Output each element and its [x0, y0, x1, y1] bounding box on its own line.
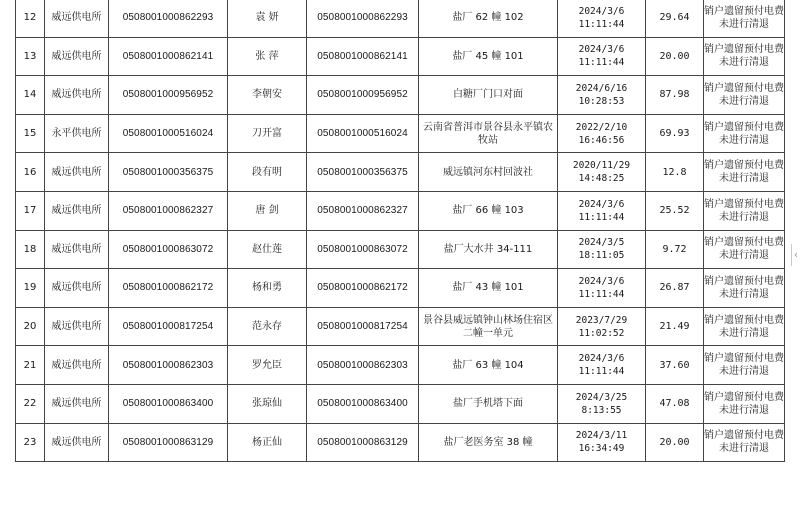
meter-account-number: 0508001000862172: [307, 269, 419, 308]
date-text: 2024/3/11: [575, 430, 628, 442]
meter-account-number: 0508001000862327: [307, 191, 419, 230]
supply-station: 威远供电所: [45, 153, 109, 192]
supply-station: 威远供电所: [45, 423, 109, 462]
supply-station: 威远供电所: [45, 346, 109, 385]
date-text: 2024/3/5: [578, 237, 625, 249]
row-index: 21: [16, 346, 45, 385]
account-number: 0508001000356375: [109, 153, 228, 192]
remark: [704, 153, 785, 192]
row-index: 14: [16, 76, 45, 115]
table-row: [16, 307, 785, 346]
account-number: 0508001000863129: [109, 423, 228, 462]
account-number: 0508001000862293: [109, 0, 228, 37]
time-text: 11:11:44: [578, 366, 625, 378]
account-number: 0508001000863400: [109, 384, 228, 423]
amount: 37.60: [646, 346, 704, 385]
time-text: 11:11:44: [578, 288, 625, 300]
timestamp: [558, 346, 646, 385]
document-page: [15, 0, 784, 495]
time-text: 11:11:44: [578, 18, 625, 30]
remark-line-1: 销户遗留预付电费: [704, 353, 784, 365]
date-text: 2024/6/16: [575, 82, 628, 94]
address: 盐厂 62 幢 102: [419, 0, 558, 37]
date-text: 2022/2/10: [575, 121, 628, 133]
meter-account-number: 0508001000956952: [307, 76, 419, 115]
table-row: [16, 0, 785, 37]
address: 云南省普洱市景谷县永平镇农牧站: [419, 114, 558, 153]
table-row: [16, 346, 785, 385]
meter-account-number: 0508001000862293: [307, 0, 419, 37]
row-index: 16: [16, 153, 45, 192]
customer-name: 范永存: [228, 307, 307, 346]
address: 盐厂大水井 34-111: [419, 230, 558, 269]
table-row: [16, 191, 785, 230]
timestamp: [558, 37, 646, 76]
amount: 47.08: [646, 384, 704, 423]
row-index: 20: [16, 307, 45, 346]
timestamp: [558, 153, 646, 192]
row-index: 17: [16, 191, 45, 230]
table-row: [16, 114, 785, 153]
table-row: [16, 153, 785, 192]
remark-line-1: 销户遗留预付电费: [704, 5, 784, 17]
remark-line-2: 未进行清退: [719, 327, 769, 339]
date-text: 2024/3/25: [575, 391, 628, 403]
customer-name: 唐 剑: [228, 191, 307, 230]
time-text: 16:46:56: [578, 134, 625, 146]
remark-line-2: 未进行清退: [719, 288, 769, 300]
account-number: 0508001000862172: [109, 269, 228, 308]
remark: [704, 0, 785, 37]
date-text: 2023/7/29: [575, 314, 628, 326]
supply-station: 威远供电所: [45, 76, 109, 115]
row-index: 13: [16, 37, 45, 76]
customer-name: 罗允臣: [228, 346, 307, 385]
customer-name: 杨正仙: [228, 423, 307, 462]
remark: [704, 346, 785, 385]
address: 盐厂 43 幢 101: [419, 269, 558, 308]
remark-line-1: 销户遗留预付电费: [704, 160, 784, 172]
account-number: 0508001000516024: [109, 114, 228, 153]
chevron-left-icon: ‹: [793, 248, 799, 261]
supply-station: 威远供电所: [45, 384, 109, 423]
amount: 12.8: [646, 153, 704, 192]
side-scroll-tab[interactable]: [791, 244, 800, 266]
remark-line-1: 销户遗留预付电费: [704, 314, 784, 326]
supply-station: 威远供电所: [45, 230, 109, 269]
time-text: 14:48:25: [578, 173, 625, 185]
address: 威远镇河东村回波社: [419, 153, 558, 192]
remark-line-2: 未进行清退: [719, 250, 769, 262]
table-body: [16, 0, 785, 462]
account-number: 0508001000817254: [109, 307, 228, 346]
table-row: [16, 37, 785, 76]
time-text: 8:13:55: [581, 404, 622, 416]
supply-station: 威远供电所: [45, 37, 109, 76]
time-text: 11:11:44: [578, 57, 625, 69]
remark-line-2: 未进行清退: [719, 211, 769, 223]
date-text: 2024/3/6: [578, 353, 625, 365]
date-text: 2024/3/6: [578, 5, 625, 17]
table-row: [16, 423, 785, 462]
amount: 87.98: [646, 76, 704, 115]
supply-station: 威远供电所: [45, 307, 109, 346]
remark-line-2: 未进行清退: [719, 18, 769, 30]
account-number: 0508001000862303: [109, 346, 228, 385]
timestamp: [558, 307, 646, 346]
amount: 20.00: [646, 37, 704, 76]
amount: 26.87: [646, 269, 704, 308]
remark: [704, 191, 785, 230]
account-number: 0508001000863072: [109, 230, 228, 269]
timestamp: [558, 0, 646, 37]
row-index: 15: [16, 114, 45, 153]
customer-name: 袁 妍: [228, 0, 307, 37]
meter-account-number: 0508001000863129: [307, 423, 419, 462]
meter-account-number: 0508001000516024: [307, 114, 419, 153]
meter-account-number: 0508001000356375: [307, 153, 419, 192]
customer-name: 刀开富: [228, 114, 307, 153]
supply-station: 威远供电所: [45, 269, 109, 308]
amount: 20.00: [646, 423, 704, 462]
date-text: 2020/11/29: [572, 160, 631, 172]
address: 盐厂手机塔下面: [419, 384, 558, 423]
address: 盐厂 45 幢 101: [419, 37, 558, 76]
time-text: 11:11:44: [578, 211, 625, 223]
address: 盐厂 63 幢 104: [419, 346, 558, 385]
row-index: 12: [16, 0, 45, 37]
remark-line-2: 未进行清退: [719, 404, 769, 416]
address: 盐厂 66 幢 103: [419, 191, 558, 230]
meter-account-number: 0508001000863072: [307, 230, 419, 269]
address: 景谷县威远镇钟山林场住宿区二幢一单元: [419, 307, 558, 346]
remark-line-2: 未进行清退: [719, 134, 769, 146]
remark: [704, 307, 785, 346]
remark-line-2: 未进行清退: [719, 366, 769, 378]
remark: [704, 423, 785, 462]
account-number: 0508001000862141: [109, 37, 228, 76]
account-number: 0508001000862327: [109, 191, 228, 230]
remark-line-1: 销户遗留预付电费: [704, 82, 784, 94]
supply-station: 威远供电所: [45, 191, 109, 230]
remark: [704, 76, 785, 115]
row-index: 23: [16, 423, 45, 462]
remark-line-1: 销户遗留预付电费: [704, 430, 784, 442]
remark-line-2: 未进行清退: [719, 173, 769, 185]
table-row: [16, 230, 785, 269]
remark-line-2: 未进行清退: [719, 95, 769, 107]
meter-account-number: 0508001000863400: [307, 384, 419, 423]
amount: 25.52: [646, 191, 704, 230]
timestamp: [558, 230, 646, 269]
remark-line-1: 销户遗留预付电费: [704, 275, 784, 287]
table-row: [16, 76, 785, 115]
timestamp: [558, 191, 646, 230]
amount: 29.64: [646, 0, 704, 37]
address: 白糖厂门口对面: [419, 76, 558, 115]
account-number: 0508001000956952: [109, 76, 228, 115]
table-row: [16, 384, 785, 423]
timestamp: [558, 114, 646, 153]
time-text: 18:11:05: [578, 250, 625, 262]
meter-account-number: 0508001000817254: [307, 307, 419, 346]
remark-line-2: 未进行清退: [719, 443, 769, 455]
customer-name: 段有明: [228, 153, 307, 192]
remark-line-1: 销户遗留预付电费: [704, 198, 784, 210]
customer-name: 杨和勇: [228, 269, 307, 308]
row-index: 19: [16, 269, 45, 308]
time-text: 16:34:49: [578, 443, 625, 455]
remark: [704, 37, 785, 76]
timestamp: [558, 384, 646, 423]
remark: [704, 269, 785, 308]
time-text: 10:28:53: [578, 95, 625, 107]
supply-station: 永平供电所: [45, 114, 109, 153]
remark: [704, 230, 785, 269]
amount: 69.93: [646, 114, 704, 153]
customer-name: 李朝安: [228, 76, 307, 115]
remark: [704, 384, 785, 423]
remark-line-1: 销户遗留预付电费: [704, 44, 784, 56]
refund-table: [15, 0, 785, 462]
row-index: 22: [16, 384, 45, 423]
supply-station: 威远供电所: [45, 0, 109, 37]
meter-account-number: 0508001000862141: [307, 37, 419, 76]
remark-line-1: 销户遗留预付电费: [704, 391, 784, 403]
date-text: 2024/3/6: [578, 198, 625, 210]
address: 盐厂老医务室 38 幢: [419, 423, 558, 462]
table-row: [16, 269, 785, 308]
meter-account-number: 0508001000862303: [307, 346, 419, 385]
timestamp: [558, 423, 646, 462]
customer-name: 张琼仙: [228, 384, 307, 423]
remark: [704, 114, 785, 153]
timestamp: [558, 76, 646, 115]
remark-line-1: 销户遗留预付电费: [704, 121, 784, 133]
customer-name: 张 萍: [228, 37, 307, 76]
customer-name: 赵仕莲: [228, 230, 307, 269]
amount: 21.49: [646, 307, 704, 346]
remark-line-1: 销户遗留预付电费: [704, 237, 784, 249]
row-index: 18: [16, 230, 45, 269]
time-text: 11:02:52: [578, 327, 625, 339]
remark-line-2: 未进行清退: [719, 57, 769, 69]
date-text: 2024/3/6: [578, 44, 625, 56]
amount: 9.72: [646, 230, 704, 269]
date-text: 2024/3/6: [578, 275, 625, 287]
timestamp: [558, 269, 646, 308]
